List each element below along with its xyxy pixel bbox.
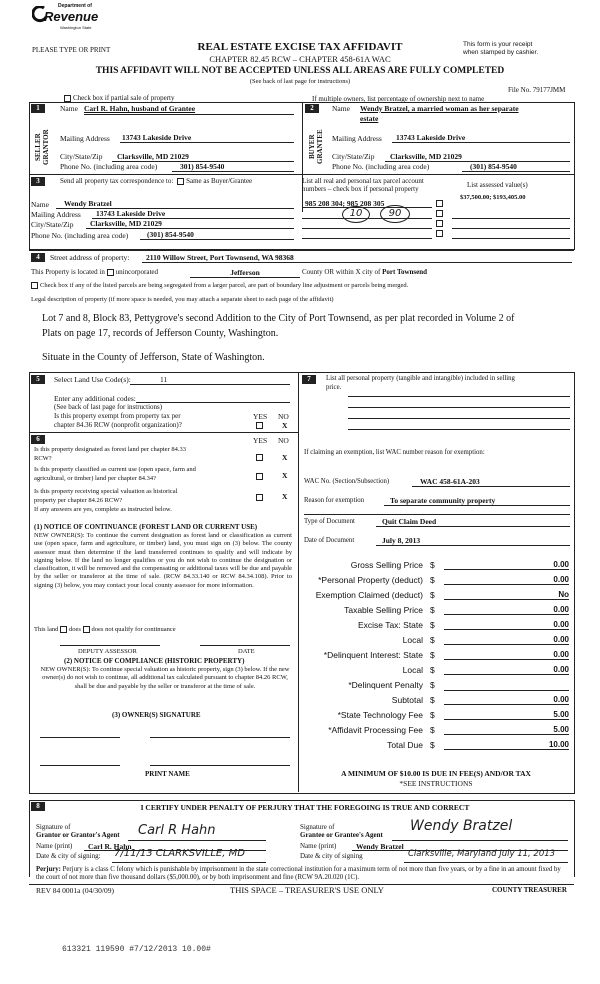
section3-city: Clarksville, MD 21029 [90,219,162,228]
segregated-checkbox[interactable] [31,282,38,289]
county-treasurer: COUNTY TREASURER [492,886,567,894]
perjury-text: Perjury is a class C felony which is punishable by imprisonment in the state correctional institution for a maximum term of not more than five years, or by a fine in an amount fixed by the court of not more than five thousand dollars ($5,000.00), or by both imprisonment and fine (RCW 9A.20.020 (1C). [36,866,561,881]
land-use-label: Select Land Use Code(s): [54,375,131,384]
calc-value[interactable]: 0.00 [444,605,569,615]
section3-city-label: City/State/Zip [31,220,74,229]
exemption-label: If claiming an exemption, list WAC number reason for exemption: [304,449,485,456]
form-chapter: CHAPTER 82.45 RCW – CHAPTER 458-61A WAC [209,54,391,64]
calc-dollar: $ [430,560,435,570]
parcel-label-1: List all real and personal tax parcel account [302,177,424,185]
buyer-phone: (301) 854-9540 [470,162,517,171]
doc-type-value: Quit Claim Deed [382,517,437,526]
does-not-label: does not qualify for continuance [91,626,176,633]
exempt-q-2: chapter 84.36 RCW (nonprofit organization)? [54,421,182,429]
personal-property-label-1: List all personal property (tangible and intangible) included in selling [326,375,515,382]
section-2-number: 2 [305,104,319,113]
rev-number: REV 84 0001a (04/30/09) [36,886,114,895]
buyer-side-label: BUYER GRANTEE [308,129,324,165]
grantor-sig-label-2: Grantor or Grantor's Agent [36,831,120,839]
seller-mailing: 13743 Lakeside Drive [122,133,192,142]
calc-dollar: $ [430,695,435,705]
receipt-note-1: This form is your receipt [463,41,533,48]
owner-signature-label: (3) OWNER(S) SIGNATURE [112,711,201,719]
section-1-number: 1 [31,104,45,113]
section-6-number: 6 [31,435,45,444]
deputy-assessor-label: DEPUTY ASSESSOR [78,648,137,655]
calc-dollar: $ [430,590,435,600]
send-correspondence-label [60,177,252,185]
calc-dollar: $ [430,725,435,735]
same-as-buyer-checkbox[interactable] [177,178,184,185]
seller-mailing-label: Mailing Address [60,134,110,143]
seller-name-label: Name [60,104,78,113]
receipt-note-2: when stamped by cashier. [463,49,539,56]
doc-type-label: Type of Document [304,518,355,525]
current-use-no-mark: X [282,471,288,480]
assessed-label: List assessed value(s) [467,181,528,189]
calc-label: Taxable Selling Price [344,605,423,615]
seller-side-label: SELLER GRANTOR [34,129,50,165]
calc-dollar: $ [430,635,435,645]
current-use-yes-checkbox[interactable] [256,473,263,480]
treasurer-stamp: 613321 119590 #7/12/2013 10.00# [62,945,211,954]
calc-label: Gross Selling Price [350,560,423,570]
calc-dollar: $ [430,680,435,690]
forest-q-2: RCW? [34,455,52,462]
located-in-row [31,268,158,276]
wac-number: WAC 458-61A-203 [420,477,480,486]
street-address: 2110 Willow Street, Port Townsend, WA 98368 [146,253,294,262]
form-title: REAL ESTATE EXCISE TAX AFFIDAVIT [197,41,403,53]
calc-label: Exemption Claimed (deduct) [315,590,423,600]
city-of-label: X city of [355,268,381,276]
calc-dollar: $ [430,665,435,675]
calc-dollar: $ [430,710,435,720]
section3-name: Wendy Bratzel [64,199,112,208]
if-yes-note: If any answers are yes, complete as instructed below. [34,506,172,513]
deputy-date-label: DATE [238,648,255,655]
personal-property-checkbox-1[interactable] [436,200,443,207]
grantee-sig-label-2: Grantee or Grantee's Agent [300,831,383,839]
section-3-number: 3 [31,177,45,186]
this-land-label: This land [34,626,59,633]
section3-name-label: Name [31,200,49,209]
dor-logo-text: Revenue [44,9,99,24]
same-as-buyer-label: Same as Buyer/Grantee [186,177,253,185]
calc-dollar: $ [430,620,435,630]
calc-value[interactable]: 0.00 [444,665,569,675]
grantor-sig-label-1: Signature of [36,823,71,831]
ownership-pct-2: 90 [380,205,410,223]
segregated-label: Check box if any of the listed parcels are being segregated from a larger parcel, are part of boundary line adjustment or parcels being merged. [40,282,409,289]
doc-date-value: July 8, 2013 [382,536,421,545]
parcel-numbers: 985 208 304; 985 208 305 [305,199,385,208]
assessed-values: $37,500.00; $193,405.00 [460,194,526,201]
street-address-label: Street address of property: [50,253,130,262]
legal-description-3: Situate in the County of Jefferson, State of Washington. [42,352,265,363]
calc-label: *Delinquent Penalty [348,680,423,690]
section-4-number: 4 [31,253,45,262]
qualify-row [34,626,176,633]
calc-value[interactable]: 0.00 [444,620,569,630]
section3-phone-label: Phone No. (including area code) [31,231,129,240]
s6-yes-header: YES [253,436,268,445]
land-use-code: 11 [160,375,168,384]
personal-property-checkbox-4[interactable] [436,230,443,237]
s6-no-header: NO [278,436,289,445]
calc-value[interactable]: 0.00 [444,575,569,585]
section-5-number: 5 [31,375,45,384]
exempt-yes-checkbox[interactable] [256,422,263,429]
see-back-5: (See back of last page for instructions) [54,403,163,411]
multiple-owners-label: If multiple owners, list percentage of ownership next to name [312,95,485,103]
buyer-name-label: Name [332,104,350,113]
perjury-label: Perjury: [36,866,61,873]
see-instructions-note: *SEE INSTRUCTIONS [399,779,473,788]
calc-value[interactable]: 0.00 [444,650,569,660]
current-use-q-1: Is this property classified as current use (open space, farm and [34,466,196,473]
file-number: File No. 79177JMM [508,86,566,94]
dor-logo-state: Washington State [60,25,92,30]
calc-value[interactable]: 5.00 [444,710,569,720]
segregated-row [31,282,408,289]
calc-label: *State Technology Fee [337,710,423,720]
calc-label: Subtotal [391,695,423,705]
calc-value[interactable] [444,680,569,691]
seller-city: Clarksville, MD 21029 [117,152,189,161]
see-back-note: (See back of last page for instructions) [249,78,351,85]
not-accepted-warning: THIS AFFIDAVIT WILL NOT BE ACCEPTED UNLESS ALL AREAS ARE FULLY COMPLETED [95,66,505,76]
does-label: does [69,626,81,633]
personal-property-checkbox-2[interactable] [436,210,443,217]
county-within-label [302,268,427,276]
calc-label: *Delinquent Interest: State [323,650,423,660]
partial-sale-label: Check box if partial sale of property [73,94,175,102]
calc-label: Local [402,635,423,645]
calc-label: *Affidavit Processing Fee [328,725,423,735]
section3-phone: (301) 854-9540 [147,230,194,239]
historic-no-mark: X [282,492,288,501]
calc-value[interactable]: 0.00 [444,635,569,645]
legal-description-label: Legal description of property (if more space is needed, you may attach a separate sheet to each page of the affidavit) [31,296,334,303]
forest-yes-checkbox[interactable] [256,454,263,461]
buyer-mailing-label: Mailing Address [332,134,382,143]
doc-date-label: Date of Document [304,537,355,544]
certify-statement: I CERTIFY UNDER PENALTY OF PERJURY THAT THE FOREGOING IS TRUE AND CORRECT [140,803,470,812]
grantor-signature: Carl R Hahn [138,823,216,838]
calc-value[interactable]: No [444,590,569,600]
grantor-date-city: 7/11/13 CLARKSVILLE, MD [114,848,245,859]
section-7-number: 7 [302,375,316,384]
historic-q-1: Is this property receiving special valuation as historical [34,488,178,495]
grantee-date-city: Clarksville, Maryland July 11, 2013 [408,849,556,859]
buyer-city-label: City/State/Zip [332,152,375,161]
grantee-sig-label-1: Signature of [300,823,335,831]
seller-name: Carl R. Hahn, husband of Grantee [84,104,196,113]
calc-label: Total Due [387,740,423,750]
personal-property-checkbox-3[interactable] [436,220,443,227]
located-label: This Property is located in [31,268,105,276]
please-type-label: PLEASE TYPE OR PRINT [32,46,111,54]
does-qualify-checkbox[interactable] [60,626,67,633]
exempt-q-1: Is this property exempt from property tax per [54,412,181,420]
print-name-label: PRINT NAME [145,770,190,778]
calc-dollar: $ [430,605,435,615]
notice2-title: (2) NOTICE OF COMPLIANCE (HISTORIC PROPERTY) [64,657,245,665]
historic-q-2: property per chapter 84.26 RCW? [34,497,123,504]
additional-codes-label: Enter any additional codes: [54,394,136,403]
partial-sale-checkbox[interactable] [64,95,71,102]
grantor-name-label: Name (print) [36,842,73,850]
grantee-name-label: Name (print) [300,842,337,850]
section3-mailing: 13743 Lakeside Drive [96,209,166,218]
legal-description-2: Plats on page 17, records of Jefferson County, Washington. [42,328,279,339]
seller-phone: 301) 854-9540 [180,162,225,171]
calc-value[interactable]: 0.00 [444,695,569,705]
seller-city-label: City/State/Zip [60,152,103,161]
forest-q-1: Is this property designated as forest land per chapter 84.33 [34,446,186,453]
reason-label: Reason for exemption [304,497,365,504]
buyer-city: Clarksville, MD 21029 [390,152,462,161]
current-use-q-2: agricultural, or timber) land per chapter 84.34? [34,475,157,482]
historic-yes-checkbox[interactable] [256,494,263,501]
perjury-notice [36,866,570,882]
ownership-pct-1: 10 [342,206,370,223]
minimum-due-note: A MINIMUM OF $10.00 IS DUE IN FEE(S) AND/OR TAX [341,769,531,778]
grantor-name: Carl R. Hahn [88,842,132,851]
does-not-qualify-checkbox[interactable] [83,626,90,633]
calc-label: Local [402,665,423,675]
calc-value[interactable]: 0.00 [444,560,569,570]
legal-description-1: Lot 7 and 8, Block 83, Pettygrove's second Addition to the City of Port Townsend, as per plat recorded in Volume 2 of [42,313,515,324]
calc-dollar: $ [430,575,435,585]
exempt-yes-header: YES [253,412,268,421]
buyer-phone-label: Phone No. (including area code) [332,162,430,171]
section-8-number: 8 [31,802,45,811]
county-name: Jefferson [230,268,260,277]
exempt-no-mark: X [282,421,288,430]
buyer-name-cont: estate [360,114,379,123]
treasurer-space: THIS SPACE – TREASURER'S USE ONLY [230,885,384,895]
buyer-name: Wendy Bratzel, a married woman as her separate [360,104,519,113]
calc-dollar: $ [430,740,435,750]
send-correspondence-text: Send all property tax correspondence to: [60,177,174,185]
forest-no-mark: X [282,453,288,462]
calc-label: Excise Tax: State [357,620,423,630]
notice1-title: (1) NOTICE OF CONTINUANCE (FOREST LAND OR CURRENT USE) [34,523,258,531]
exempt-no-header: NO [278,412,289,421]
dor-logo-dept: Department of [58,3,92,9]
reason-value: To separate community property [390,496,496,505]
calc-label: *Personal Property (deduct) [318,575,423,585]
grantee-date-label: Date & city of signing [300,852,363,860]
personal-property-label-2: price. [326,384,342,391]
county-label: County OR within [302,268,354,276]
grantor-date-label: Date & city of signing: [36,852,101,860]
seller-phone-label: Phone No. (including area code) [60,162,158,171]
unincorporated-label: unincorporated [115,268,159,276]
calc-value[interactable]: 10.00 [444,740,569,750]
unincorporated-checkbox[interactable] [107,269,114,276]
city-name: Port Townsend [382,268,428,276]
grantee-signature: Wendy Bratzel [410,818,513,834]
partial-sale-row [64,94,174,102]
calc-value[interactable]: 5.00 [444,725,569,735]
buyer-mailing: 13743 Lakeside Drive [396,133,466,142]
wac-label: WAC No. (Section/Subsection) [304,478,390,485]
parcel-label-2: numbers – check box if personal property [302,185,419,193]
calc-dollar: $ [430,650,435,660]
notice2-body: NEW OWNER(S): To continue special valuation as historic property, sign (3) below. If the new owner(s) do not wish to continue, all additional tax calculated pursuant to chapter 84.26 RCW, shall be due and payable by the seller or transferor at the time of sale. [40,666,290,690]
notice1-body: NEW OWNER(S): To continue the current designation as forest land or classification as current use (open space, farm and agriculture, or timber) land, you must sign on (3) below. The county assessor must then determine if the land transferred continues to qualify and will indicate by signing below. If the land no longer qualifies or you do not wish to continue the designation or classification, it will be removed and the compensating or additional taxes will be due and payable by the seller or transferor at the time of sale. (RCW 84.33.140 or RCW 84.34.108). Prior to signing (3) below, you may contact your local county assessor for more information. [34,532,292,589]
grantee-name: Wendy Bratzel [356,842,404,851]
section3-mailing-label: Mailing Address [31,210,81,219]
